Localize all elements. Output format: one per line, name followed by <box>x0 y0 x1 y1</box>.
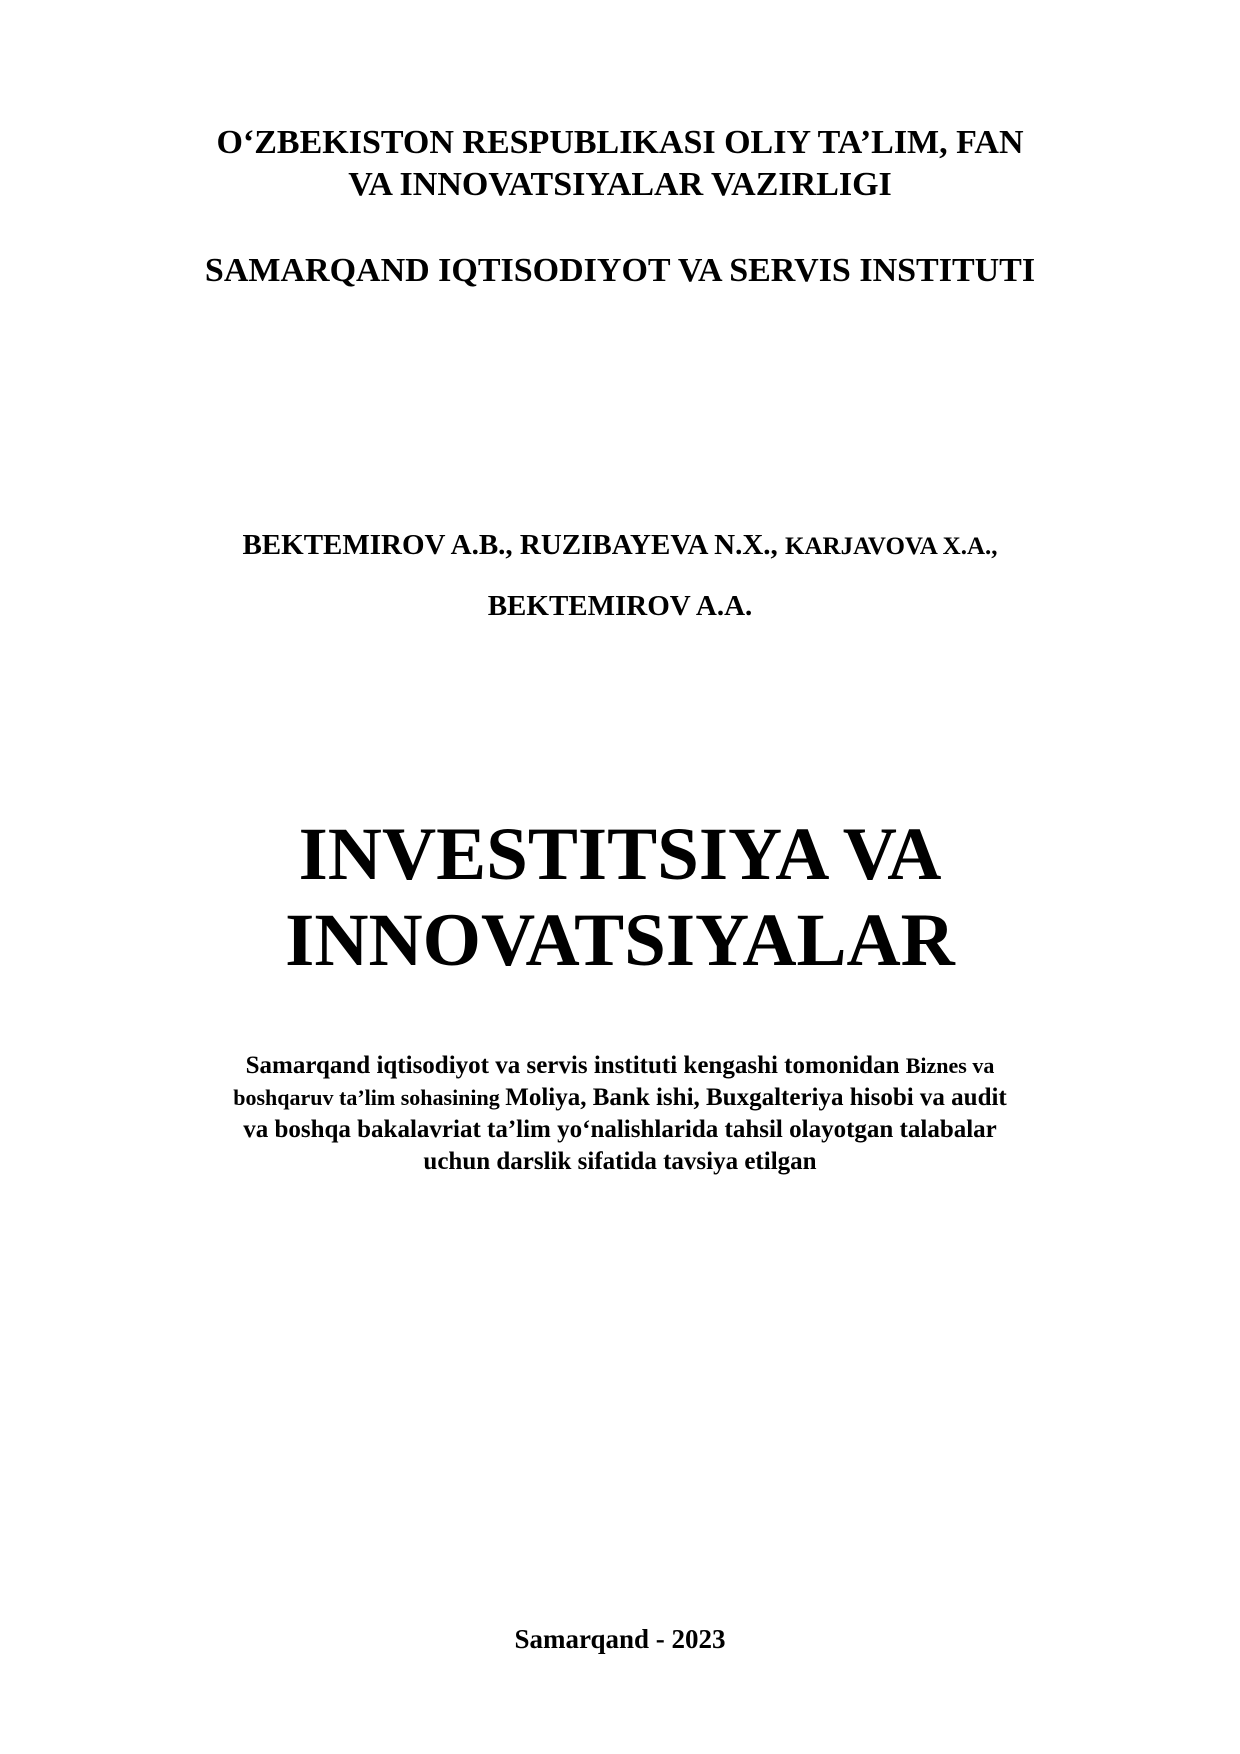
description-line-2 <box>0 1082 1240 1114</box>
description-line-1-main: Samarqand iqtisodiyot va servis instituti kengashi tomonidan <box>245 1052 906 1079</box>
authors-line-1 <box>0 527 1240 565</box>
institute-name: SAMARQAND IQTISODIYOT VA SERVIS INSTITUTI <box>204 252 1036 289</box>
authors-line-2 <box>0 588 1240 624</box>
recommendation-text <box>0 1050 1240 1178</box>
description-line-1 <box>0 1050 1240 1082</box>
description-line-1-small: Biznes va <box>905 1053 995 1078</box>
description-line-4: uchun darslik sifatida tavsiya etilgan <box>423 1148 817 1175</box>
author-3: KARJAVOVA X.A., <box>785 533 998 560</box>
place-year: Samarqand - 2023 <box>514 1624 726 1654</box>
book-title <box>0 812 1240 984</box>
title-line-2: INNOVATSIYALAR <box>285 899 955 982</box>
description-line-2-main: Moliya, Bank ishi, Buxgalteriya hisobi va audit <box>505 1084 1007 1111</box>
title-line-1: INVESTITSIYA VA <box>298 813 942 896</box>
description-line-2-small: boshqaruv ta’lim sohasining <box>233 1085 506 1110</box>
ministry-line-1: O‘ZBEKISTON RESPUBLIKASI OLIY TA’LIM, FAN <box>216 124 1024 161</box>
author-2: RUZIBAYEVA N.X., <box>519 529 786 561</box>
description-line-3: va boshqa bakalavriat ta’lim yo‘nalishlarida tahsil olayotgan talabalar <box>243 1116 997 1143</box>
author-4: BEKTEMIROV A.A. <box>487 590 753 622</box>
author-1: BEKTEMIROV A.B., <box>242 529 520 561</box>
ministry-header <box>0 122 1240 206</box>
ministry-line-2: VA INNOVATSIYALAR VAZIRLIGI <box>348 166 892 203</box>
